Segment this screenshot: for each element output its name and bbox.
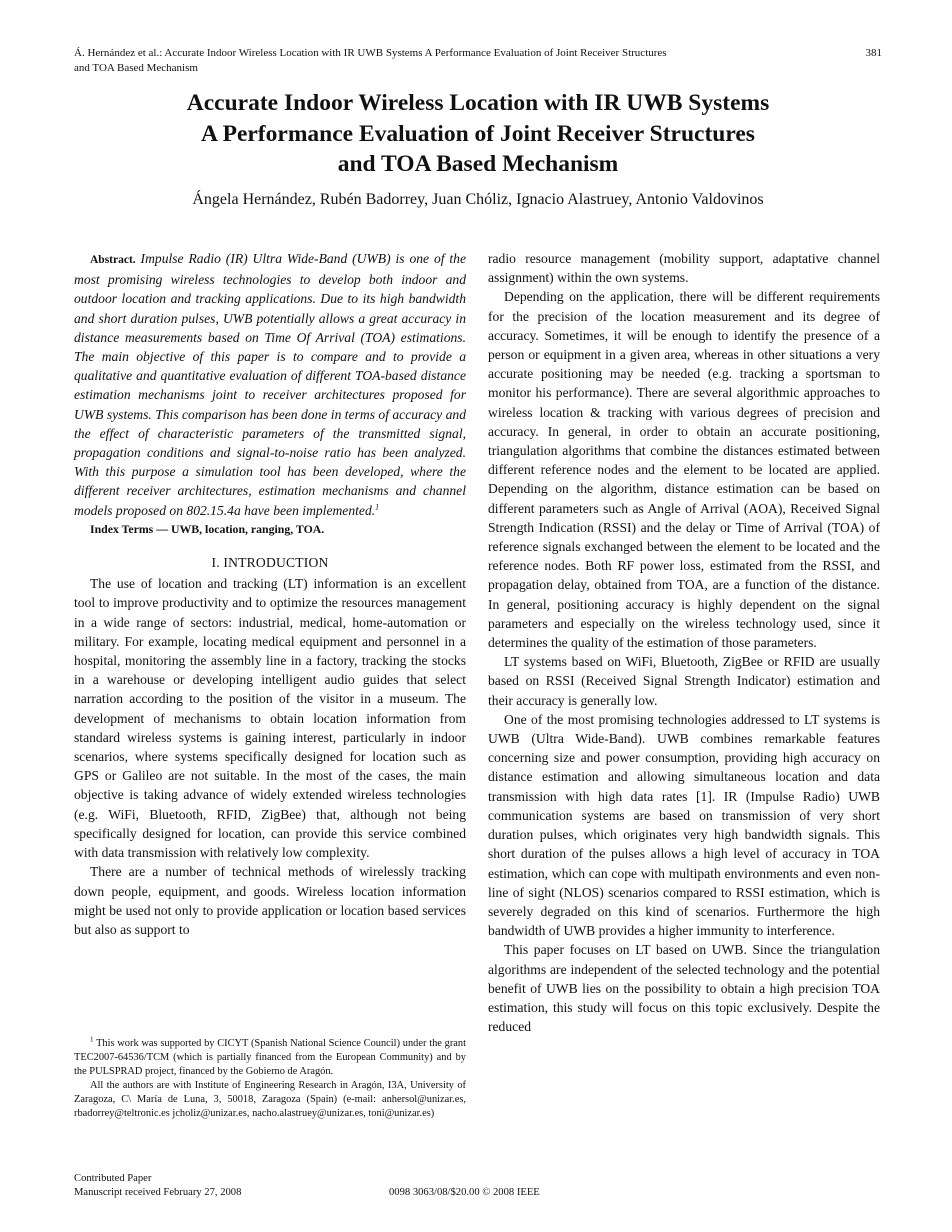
running-head-line1: Á. Hernández et al.: Accurate Indoor Wireless Location with IR UWB Systems A Performance Evaluation of Joint Receiver Structures	[74, 47, 667, 59]
author-list: Ángela Hernández, Rubén Badorrey, Juan Chóliz, Ignacio Alastruey, Antonio Valdovinos	[192, 191, 764, 208]
abstract-footnote-mark: 1	[375, 502, 380, 512]
intro-paragraph-1: The use of location and tracking (LT) information is an excellent tool to improve productivity and to optimize the resources management in a wide range of sectors: industrial, medical, home-automation or military. For example, locating medical equipment and personnel in a hospital, monitoring the assembly line in a factory, tracking the stocks in a warehouse or developing intelligent audio guides that select narration according to the position of the visitor in a museum. The development of mechanisms to obtain location information from standard wireless systems is gaining interest, particularly in indoor scenarios, where systems specifically designed for location such as GPS or Galileo are not suitable. In the most of the cases, the main objective is taking advance of widely extended wireless technologies (e.g. WiFi, Bluetooth, RFID, ZigBee) that, although not being specifically designed for location, can provide this service combined with data transmission with relatively low complexity.	[74, 576, 466, 861]
running-head	[74, 46, 882, 76]
copyright-line: 0098 3063/08/$20.00 © 2008 IEEE	[389, 1187, 540, 1198]
right-paragraph-1: Depending on the application, there will be different requirements for the precision of the location measurement and its degree of accuracy. Sometimes, it will be enough to identify the presence of a person or equipment in a given area, whereas in other situations a very accurate positioning may be needed (e.g. tracking a sportsman to monitor his performance). There are several algorithmic approaches to wireless location & tracking with various degrees of precision and accuracy. In general, in order to obtain an accurate positioning, triangulation algorithms that combine the distances estimated between different reference nodes and the element to be located are applied. Depending on the algorithm, distance estimation can be based on different parameters such as Angle of Arrival (AOA), Received Signal Strength Indication (RSSI) and the delay or Time of Arrival (TOA) of reference signals exchanged between the element to be located and the reference nodes. Both RF power loss, estimated from the RSSI, and propagation delay, obtained from TOA, are a function of the distance. In general, positioning accuracy is highly dependent on the signal parameters and especially on the wireless technology used, since it determines the quality of the estimation of those parameters.	[488, 289, 880, 651]
manuscript-received: Manuscript received February 27, 2008	[74, 1187, 242, 1198]
contributed-paper-label: Contributed Paper	[74, 1173, 152, 1184]
footnote-1-text: This work was supported by CICYT (Spanish National Science Council) under the grant TEC2007-64536/TCM (which is partially financed from the European Community) and by the PULSPRAD project, financed by the Gobierno de Aragón.	[74, 1038, 466, 1077]
left-column	[74, 249, 466, 939]
footnote-2: All the authors are with Institute of Engineering Research in Aragón, I3A, University of Zaragoza, C\ María de Luna, 3, 50018, Zaragoza (Spain) (e-mail: anhersol@unizar.es, rbadorrey@teltronic.es jcholiz@unizar.es, nacho.alastruey@unizar.es, toni@unizar.es)	[74, 1080, 466, 1119]
footnote-1	[74, 1037, 466, 1079]
footnotes	[74, 1037, 466, 1121]
right-column	[488, 249, 880, 1036]
abstract-label: Abstract.	[90, 254, 136, 266]
right-paragraph-0: radio resource management (mobility support, adaptative channel assignment) within the own systems.	[488, 251, 880, 286]
right-paragraph-4: This paper focuses on LT based on UWB. Since the triangulation algorithms are independent of the selected technology and the potential benefit of UWB lies on the possibility to obtain a high precision TOA estimation, this study will focus on this topic exclusively. Despite the reduced	[488, 942, 880, 1035]
title-line1: Accurate Indoor Wireless Location with IR UWB Systems	[186, 90, 770, 116]
intro-paragraph-2: There are a number of technical methods of wirelessly tracking down people, equipment, and goods. Wireless location information might be used not only to provide application or location based services but also as support to	[74, 864, 466, 937]
index-terms: Index Terms — UWB, location, ranging, TOA.	[90, 521, 325, 536]
running-head-line2: and TOA Based Mechanism	[74, 62, 198, 74]
section-heading-introduction: I. INTRODUCTION	[211, 555, 329, 571]
title-line3: and TOA Based Mechanism	[337, 151, 619, 177]
right-paragraph-2: LT systems based on WiFi, Bluetooth, ZigBee or RFID are usually based on RSSI (Received Signal Strength Indicator) estimation and their accuracy is generally low.	[488, 654, 880, 708]
footnote-mark: 1	[90, 1035, 94, 1044]
title-line2: A Performance Evaluation of Joint Receiver Structures	[201, 120, 755, 147]
right-paragraph-3: One of the most promising technologies addressed to LT systems is UWB (Ultra Wide-Band). UWB combines remarkable features concerning size and power consumption, providing high accuracy on distance estimation and allowing simultaneous location and data transmission with high data rates [1]. IR (Impulse Radio) UWB communication systems are based on transmission of very short duration pulses, which originates very high bandwidth signals. This short duration of the pulses allows a high level of accuracy in TOA estimation, which can cope with multipath environments and even non-line of sight (NLOS) scenarios compared to RSSI estimation, which is severely degraded on this kind of scenarios. Furthermore the high bandwidth of UWB provides a higher immunity to interference.	[488, 711, 880, 939]
page-footer	[74, 1172, 882, 1200]
abstract	[74, 249, 466, 520]
page-number: 381	[865, 47, 882, 59]
paper-title	[74, 88, 882, 180]
abstract-text: Impulse Radio (IR) Ultra Wide-Band (UWB) is one of the most promising wireless technologies to develop both indoor and outdoor location and tracking applications. Due to its high bandwidth and short duration pulses, UWB potentially allows a great accuracy in distance measurements based on Time Of Arrival (TOA) estimations. The main objective of this paper is to compare and to provide a qualitative and quantitative evaluation of different TOA-based distance estimation mechanisms joint to receiver architectures proposed for UWB systems. This comparison has been done in terms of accuracy and the effect of characteristic parameters of the transmitted signal, propagation conditions and signal-to-noise ratio has been analyzed. With this purpose a simulation tool has been developed, where the different receiver architectures, estimation mechanisms and channel models proposed on 802.15.4a have been implemented.	[74, 251, 466, 518]
